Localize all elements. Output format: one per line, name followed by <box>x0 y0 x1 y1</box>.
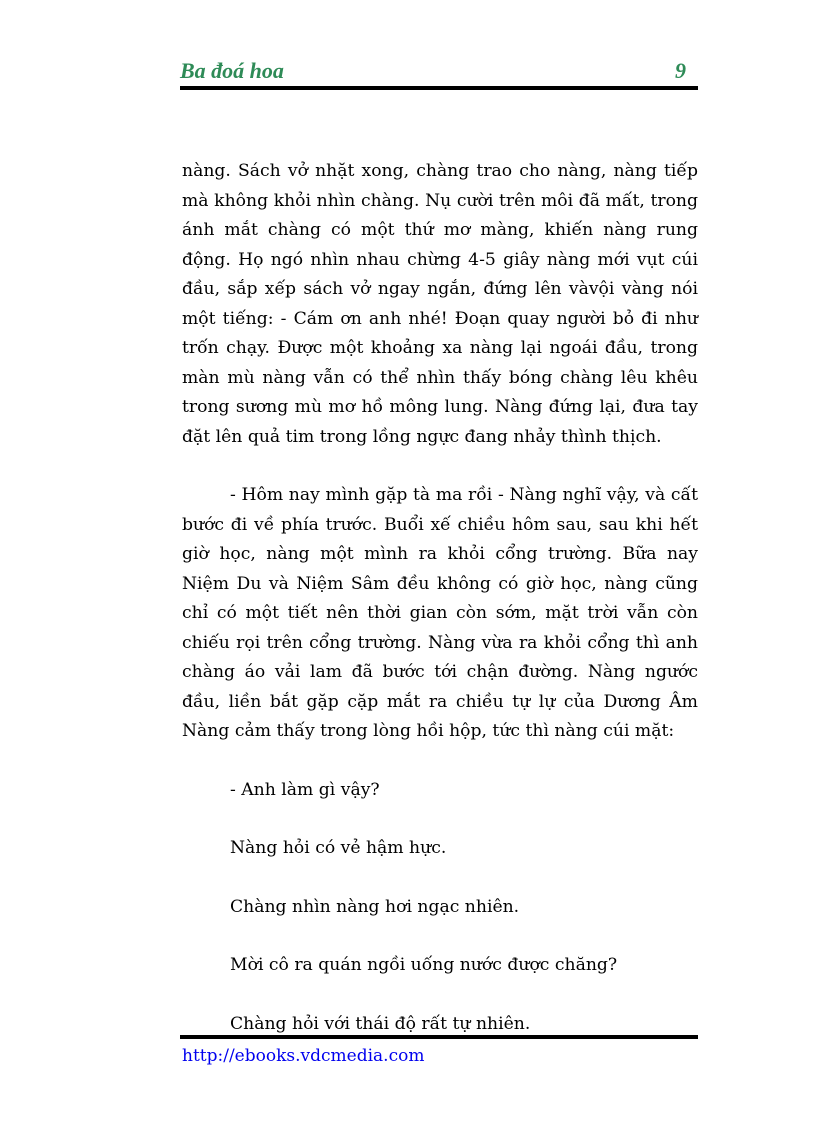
paragraph-1: nàng. Sách vở nhặt xong, chàng trao cho nàng, nàng tiếp mà không khỏi nhìn chàng. Nụ cười trên môi đã mất, trong ánh mắt chàng có một thứ mơ màng, khiến nàng rung động. Họ ngó nhìn nhau chừng 4-5 giây nàng mới vụt cúi đầu, sắp xếp sách vở ngay ngắn, đứng lên vàvội vàng nói một tiếng: - Cám ơn anh nhé! Đoạn quay người bỏ đi như trốn chạy. Được một khoảng xa nàng lại ngoái đầu, trong màn mù nàng vẫn có thể nhìn thấy bóng chàng lêu khêu trong sương mù mơ hồ mông lung. Nàng đứng lại, đưa tay đặt lên quả tim trong lồng ngực đang nhảy thình thịch. <box>182 161 698 447</box>
paragraph-2: - Hôm nay mình gặp tà ma rồi - Nàng nghĩ vậy, và cất bước đi về phía trước. Buổi xế chiều hôm sau, sau khi hết giờ học, nàng một mình ra khỏi cổng trường. Bữa nay Niệm Du và Niệm Sâm đều không có giờ học, nàng cũng chỉ có một tiết nên thời gian còn sớm, mặt trời vẫn còn chiếu rọi trên cổng trường. Nàng vừa ra khỏi cổng thì anh chàng áo vải lam đã bước tới chận đường. Nàng ngước đầu, liền bắt gặp cặp mắt ra chiều tự lự của Dương Âm Nàng cảm thấy trong lòng hồi hộp, tức thì nàng cúi mặt: <box>182 485 698 741</box>
page-number: 9 <box>675 58 686 83</box>
dialogue-line-5: Chàng hỏi với thái độ rất tự nhiên. <box>230 1013 531 1034</box>
body-text <box>182 157 698 1039</box>
header-rule <box>180 86 698 90</box>
footer-rule <box>180 1035 698 1039</box>
footer-link[interactable]: http://ebooks.vdcmedia.com <box>182 1046 425 1066</box>
header-title: Ba đoá hoa <box>180 58 284 83</box>
dialogue-line-1: - Anh làm gì vậy? <box>230 779 380 800</box>
page-header <box>180 56 698 88</box>
dialogue-line-3: Chàng nhìn nàng hơi ngạc nhiên. <box>230 896 520 917</box>
dialogue-line-4: Mời cô ra quán ngồi uống nước được chăng? <box>230 955 618 975</box>
dialogue-line-2: Nàng hỏi có vẻ hậm hực. <box>230 838 447 858</box>
